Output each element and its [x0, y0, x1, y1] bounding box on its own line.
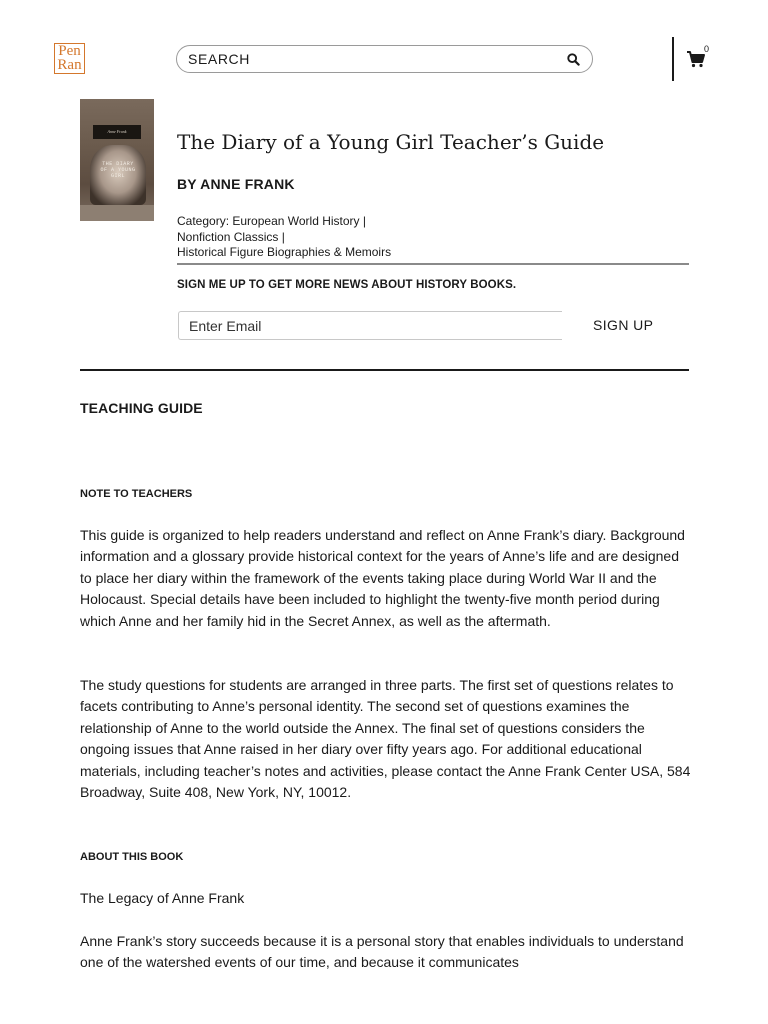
category-link-historical-figure-biographies[interactable]: Historical Figure Biographies & Memoirs [177, 245, 392, 259]
newsletter-label: SIGN ME UP TO GET MORE NEWS ABOUT HISTORY BOOKS. [177, 279, 517, 291]
note-paragraph-2: The study questions for students are arranged in three parts. The first set of questions relates to facets contributing to Anne’s personal identity. The second set of questions examines the relationship of Anne to the world outside the Annex. The final set of questions considers the ongoing issues that Anne raised in her diary over fifty years ago. For additional educational materials, including teacher’s notes and activities, please contact the Anne Frank Center USA, 584 Broadway, Suite 408, New York, NY, 10012. [80, 677, 691, 801]
divider [177, 263, 689, 265]
cover-footer [80, 205, 154, 221]
book-cover-image[interactable] [80, 99, 154, 221]
cover-title-line-1: THE DIARY [102, 161, 134, 167]
legacy-paragraph: Anne Frank’s story succeeds because it is a personal story that enables individuals to understand one of the watershed events of our time, and because it communicates [80, 933, 684, 971]
email-field[interactable] [189, 318, 562, 334]
cover-title [96, 161, 140, 179]
search-icon[interactable] [566, 52, 580, 66]
sign-up-button[interactable]: SIGN UP [585, 313, 661, 337]
section-divider [80, 369, 689, 371]
book-categories: Category: European World History | Nonfiction Classics | Historical Figure Biographies & Memoirs [177, 214, 392, 259]
publisher-logo[interactable] [54, 43, 85, 74]
header-divider [672, 37, 674, 81]
note-to-teachers-heading: NOTE TO TEACHERS [80, 488, 193, 500]
cover-title-line-2: OF A YOUNG GIRL [100, 167, 136, 179]
section-title: TEACHING GUIDE [80, 400, 203, 416]
cover-author-label: Anne Frank [93, 125, 141, 139]
about-this-book-heading: ABOUT THIS BOOK [80, 851, 184, 863]
book-title: The Diary of a Young Girl Teacher’s Guide [177, 130, 605, 154]
category-link-european-world-history[interactable]: European World History [232, 214, 360, 228]
logo-line-1: Pen [58, 43, 81, 59]
cart-count-badge: 0 [704, 44, 710, 54]
category-link-nonfiction-classics[interactable]: Nonfiction Classics [177, 229, 279, 244]
email-field-wrapper [178, 311, 562, 340]
book-author[interactable]: BY ANNE FRANK [177, 176, 295, 192]
category-label: Category: [177, 214, 230, 228]
note-paragraph-1: This guide is organized to help readers understand and reflect on Anne Frank’s diary. Background information and a glossary provide historical context for the years of Anne’s life and are designed to place her diary within the framework of the events taking place during World War II and the Holocaust. Special details have been included to highlight the twenty-five month period during which Anne and her family hid in the Secret Annex, as well as the aftermath. [80, 527, 685, 629]
logo-line-2: Ran [57, 57, 82, 73]
search-input[interactable] [188, 51, 566, 67]
legacy-heading: The Legacy of Anne Frank [80, 890, 245, 906]
search-bar [176, 45, 593, 73]
